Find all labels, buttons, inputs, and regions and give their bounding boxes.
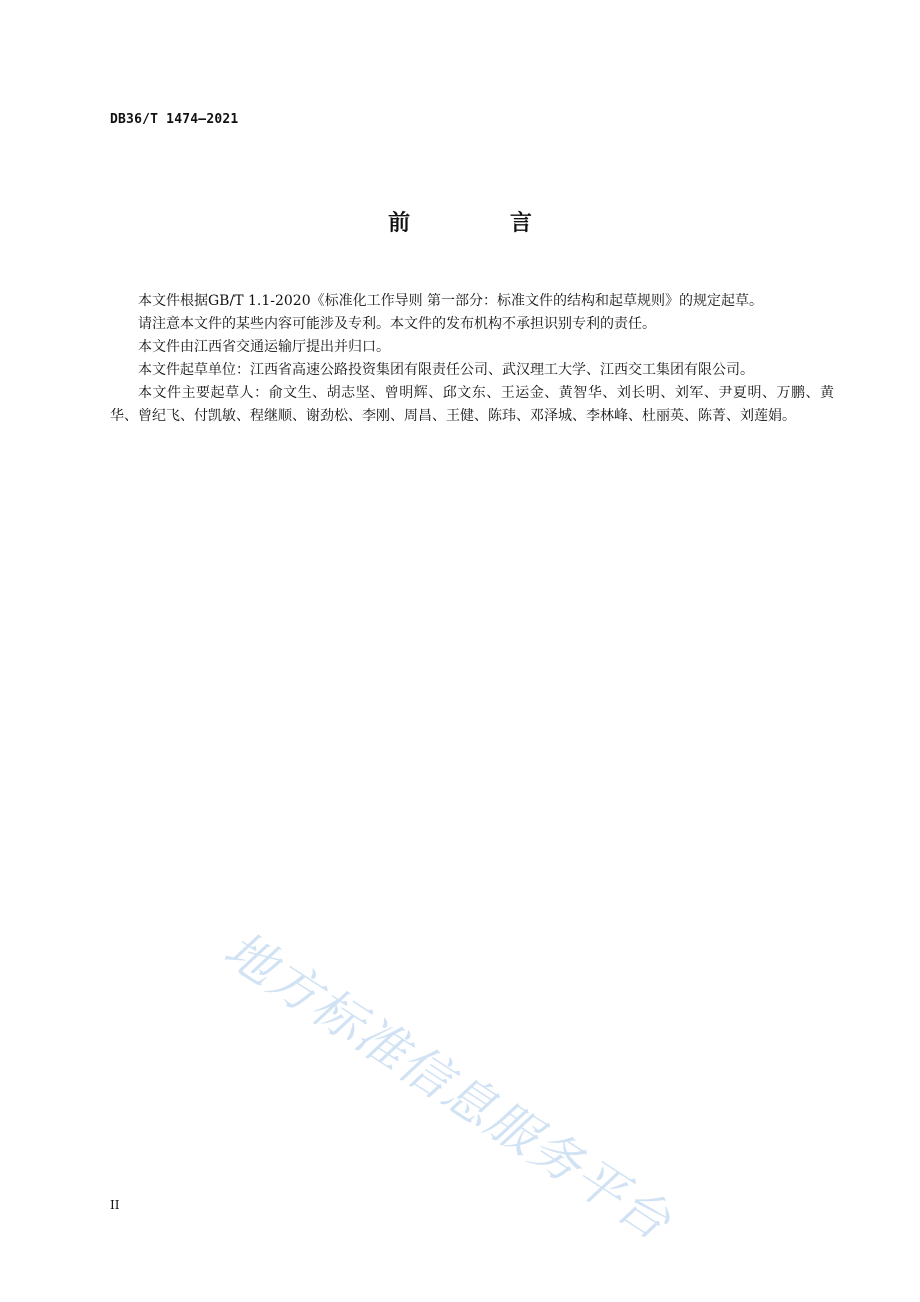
paragraph-patent-notice: 请注意本文件的某些内容可能涉及专利。本文件的发布机构不承担识别专利的责任。 [138,316,656,332]
paragraph-drafting-units: 本文件起草单位：江西省高速公路投资集团有限责任公司、武汉理工大学、江西交工集团有限公司。 [138,362,754,378]
page-number: II [110,1198,120,1212]
document-code: DB36/T 1474—2021 [110,112,239,127]
page-title: 前 言 [388,211,578,236]
foreword-body [110,290,834,428]
paragraph-drafters: 本文件主要起草人：俞文生、胡志坚、曾明辉、邱文东、王运金、黄智华、刘长明、刘军、尹夏明、万鹏、黄华、曾纪飞、付凯敏、程继顺、谢劲松、李刚、周昌、王健、陈玮、邓泽城、李林峰、杜丽英、陈菁、刘莲娟。 [110,385,834,424]
watermark: 地方标准信息服务平台 [214,920,682,1252]
paragraph-proposer: 本文件由江西省交通运输厅提出并归口。 [138,339,390,355]
paragraph-basis: 本文件根据GB/T 1.1-2020《标准化工作导则 第一部分：标准文件的结构和起草规则》的规定起草。 [138,293,764,309]
